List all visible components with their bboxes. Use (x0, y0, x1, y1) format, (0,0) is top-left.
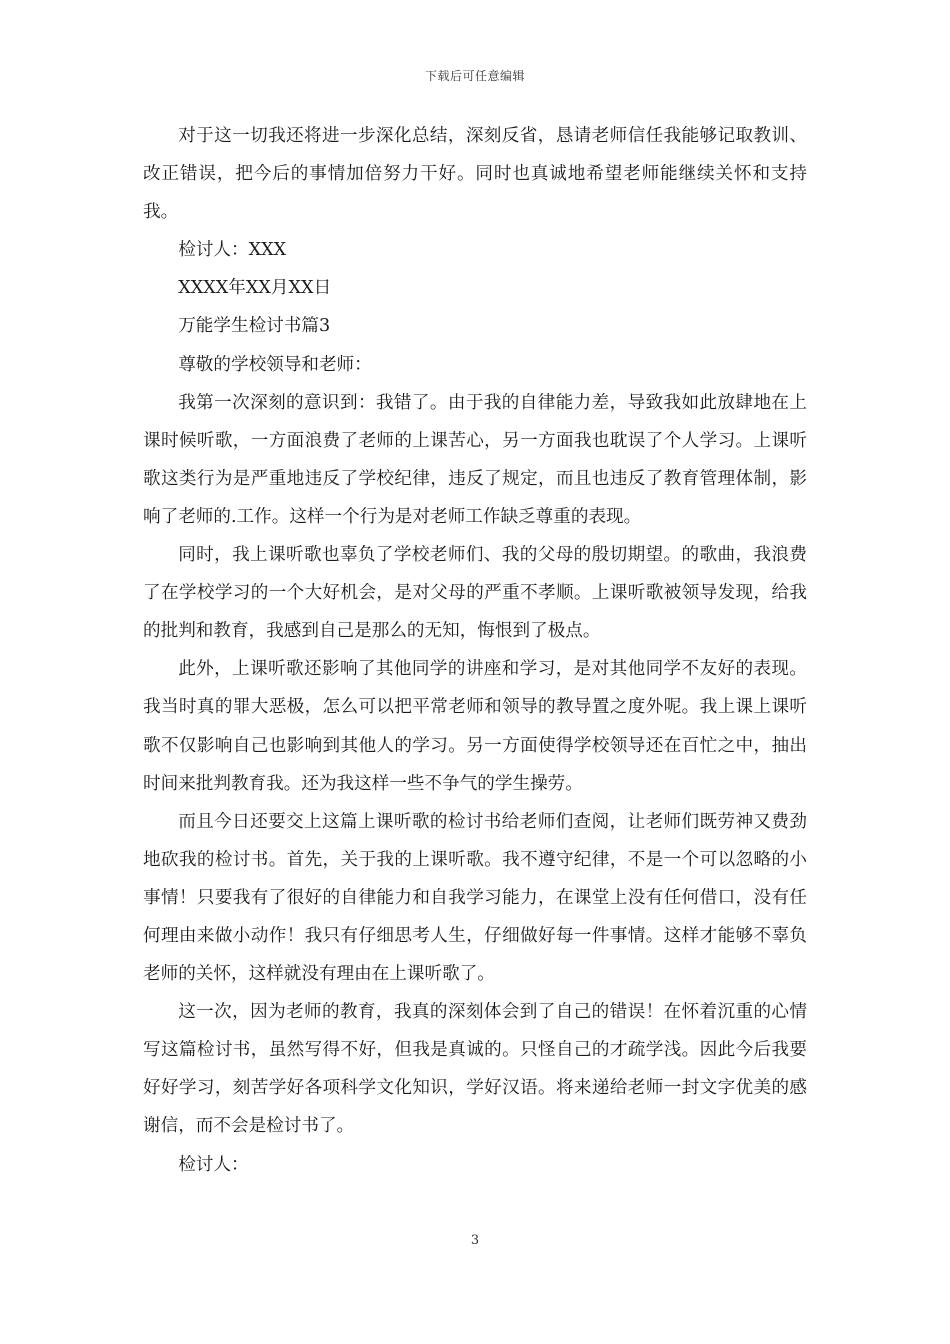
page-number: 3 (470, 1233, 480, 1248)
paragraph-summary: 对于这一切我还将进一步深化总结，深刻反省，恳请老师信任我能够记取教训、改正错误，把今后的事情加倍努力干好。同时也真诚地希望老师能继续关怀和支持我。 (143, 126, 807, 223)
signature-line: 检讨人： (178, 1154, 249, 1175)
paragraph: 此外，上课听歌还影响了其他同学的讲座和学习，是对其他同学不友好的表现。我当时真的罪大恶极，怎么可以把平常老师和领导的教导置之度外呢。我上课上课听歌不仅影响自己也影响到其他人的学习。另一方面使得学校领导还在百忙之中，抽出时间来批判教育我。还为我这样一些不争气的学生操劳。 (143, 659, 807, 794)
paragraph: 我第一次深刻的意识到：我错了。由于我的自律能力差，导致我如此放肆地在上课时候听歌，一方面浪费了老师的上课苦心，另一方面我也耽误了个人学习。上课听歌这类行为是严重地违反了学校纪律，违反了规定，而且也违反了教育管理体制，影响了老师的.工作。这样一个行为是对老师工作缺乏尊重的表现。 (143, 392, 807, 527)
section-title: 万能学生检讨书篇3 (178, 316, 331, 337)
page-header: 下载后可任意编辑 (424, 69, 525, 83)
date-line: XXXX年XX月XX日 (178, 278, 332, 299)
paragraph: 同时，我上课听歌也辜负了学校老师们、我的父母的殷切期望。的歌曲，我浪费了在学校学习的一个大好机会，是对父母的严重不孝顺。上课听歌被领导发现，给我的批判和教育，我感到自己是那么的无知，悔恨到了极点。 (143, 545, 807, 642)
document-body (143, 117, 807, 1184)
signature-line: 检讨人：XXX (178, 240, 287, 261)
salutation: 尊敬的学校领导和老师： (178, 354, 372, 375)
paragraph: 而且今日还要交上这篇上课听歌的检讨书给老师们查阅，让老师们既劳神又费劲地砍我的检讨书。首先，关于我的上课听歌。我不遵守纪律，不是一个可以忽略的小事情！只要我有了很好的自律能力和自我学习能力，在课堂上没有任何借口，没有任何理由来做小动作！我只有仔细思考人生，仔细做好每一件事情。这样才能够不辜负老师的关怀，这样就没有理由在上课听歌了。 (143, 811, 807, 985)
paragraph: 这一次，因为老师的教育，我真的深刻体会到了自己的错误！在怀着沉重的心情写这篇检讨书，虽然写得不好，但我是真诚的。只怪自己的才疏学浅。因此今后我要好好学习，刻苦学好各项科学文化知识，学好汉语。将来递给老师一封文字优美的感谢信，而不会是检讨书了。 (143, 1002, 807, 1137)
